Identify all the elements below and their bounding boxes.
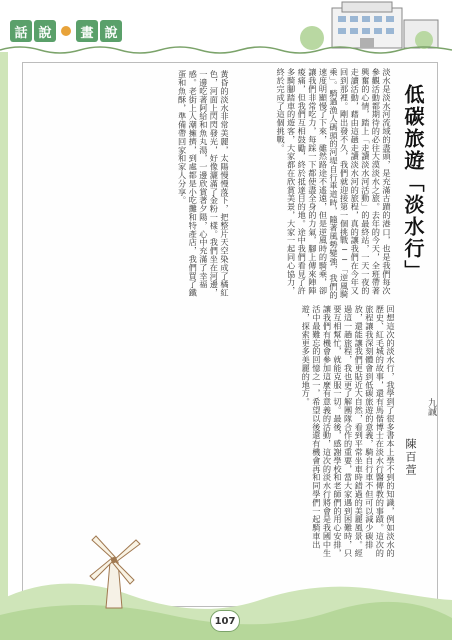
- article-title: 低碳旅遊「淡水行」: [401, 84, 425, 282]
- title-char-3: 畫: [76, 20, 98, 42]
- author-class: 九誠: [426, 398, 436, 416]
- header-banner: [0, 0, 452, 52]
- left-decorative-strip: [0, 52, 8, 640]
- article-paragraph-bottom: 回想這次的淡水行，我學到了很多書本上學不到的知識，例如淡水的歷史、紅毛城的故事，還有馬偕博士在淡水行醫傳教的事蹟。這次的旅程讓我深刻體會到低碳旅遊的意義，騎自行車不但可以減少碳排放，還能讓我們更貼近大自然，看到平常坐車時錯過的美麗風景。經過這一趟旅程，我也更了解團隊合作的重要，當大家遇到困難時，只要互相幫忙，就能克服一切。最後，感謝學校和老師們的用心安排，讓我們有機會參加這麼有意義的活動，這次的淡水行將會是我國中生活中最難忘的回憶之一，希望以後還有機會再和同學們一起騎車出遊，探索更多美麗的地方。: [301, 305, 396, 557]
- title-dot: [61, 26, 71, 36]
- author-name: 陳百萱: [404, 438, 417, 477]
- article-paragraph-middle: 黃昏的淡水非常美麗，太陽慢慢落下，把整片天空染成了橘紅色，河面上閃閃發光，好像灑滿了金粉一樣。我們坐在河邊，一邊吃著阿給和魚丸湯，一邊欣賞著夕陽，心中充滿了幸福感。老街上人潮擁擠，到處都是小吃攤和特產店，我們買了鐵蛋和魚酥，準備帶回家和家人分享。: [177, 70, 230, 297]
- title-char-2: 說: [34, 20, 56, 42]
- article-paragraph-top: 淡水是淡水河流域的盡頭，是充滿古蹟的港口，也是我們每次參觀活動都期待的必往大漠淡水之旅。去年的今天，全班帶著興奮的心情，踏上「走讀淡水河活動」的最終站，一天一夜的走讀活動，藉由這趟走讀淡水河的旅程，真的讓我們在今年又回到那裡。剛出發不久，我們就迎接第一個挑戰──「逆風騎乘」。騎過漁人碼頭的河堤自行車道時，隨著風勢變強，我們的速度明顯慢了下來，雖然路途不遙遠，但是逆風時的騎乘，卻讓我們非常吃力，每踩一下都使盡全身的力氣，腳上傳來陣陣痠痛，但我們互相鼓勵，終於抵達目的地。途中我們看見了許多騎腳踏車的遊客，大家都在欣賞美景，大家一起同心協力，終於完成了這個挑戰。: [276, 68, 392, 300]
- section-title: [10, 18, 170, 44]
- page-number: 107: [210, 610, 240, 632]
- title-char-1: 話: [10, 20, 32, 42]
- title-char-4: 說: [100, 20, 122, 42]
- header-wave-border: [0, 44, 452, 54]
- windmill-illustration: [84, 532, 144, 610]
